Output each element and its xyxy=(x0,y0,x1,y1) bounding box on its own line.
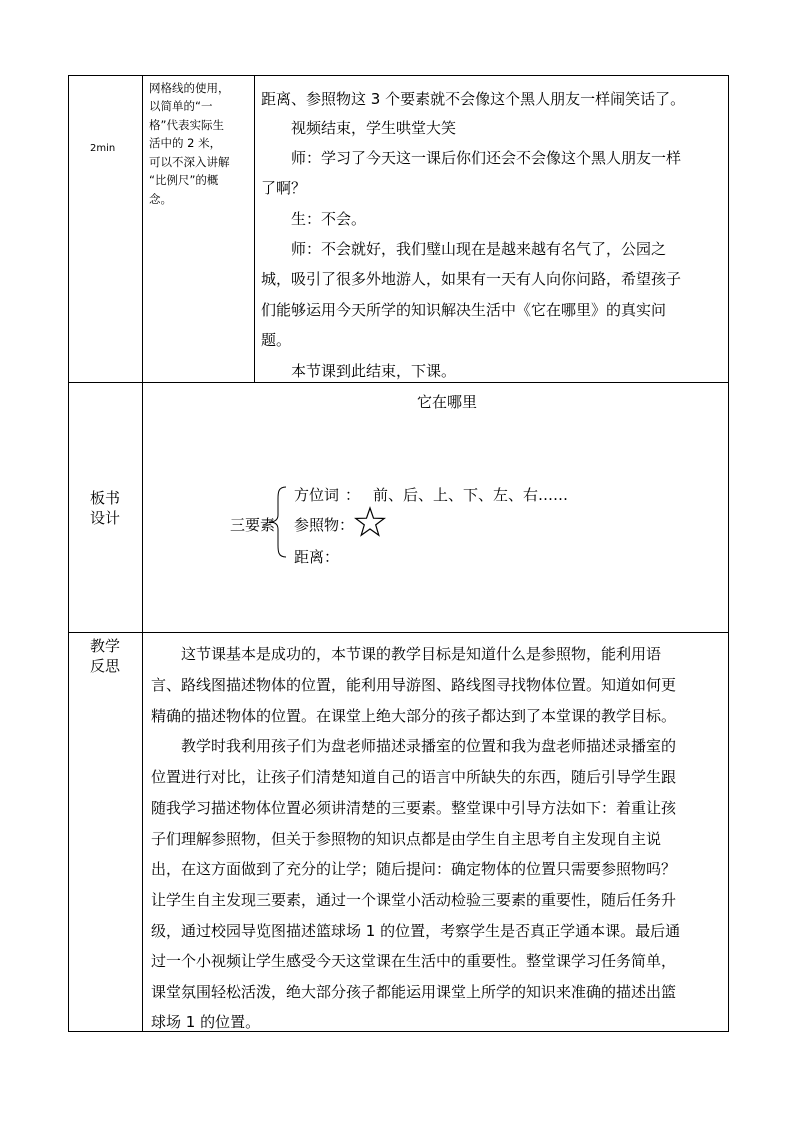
reflection-line: 随我学习描述物体位置必须讲清楚的三要素。整堂课中引导方法如下：着重让孩 xyxy=(151,799,677,817)
reflection-line: 这节课基本是成功的，本节课的教学目标是知道什么是参照物，能利用语 xyxy=(181,645,662,663)
distance-label: 距离： xyxy=(294,548,340,566)
reflection-line: 精确的描述物体的位置。在课堂上绝大部分的孩子都达到了本堂课的教学目标。 xyxy=(151,707,677,725)
direction-words-label: 方位词 xyxy=(294,486,340,504)
row-divider-1 xyxy=(68,382,729,383)
col-divider-label xyxy=(142,75,143,1032)
reflection-line: 位置进行对比，让孩子们清楚知道自己的语言中所缺失的东西，随后引导学生跟 xyxy=(151,768,677,786)
reflection-line: 级，通过校园导览图描述篮球场 1 的位置，考察学生是否真正学通本课。最后通 xyxy=(151,922,681,940)
direction-words-value: 前、后、上、下、左、右…… xyxy=(373,486,569,504)
reflection-line: 言、路线图描述物体的位置，能利用导游图、路线图寻找物体位置。知道如何更 xyxy=(151,676,677,694)
dialogue-line: 师：不会就好，我们璧山现在是越来越有名气了，公园之 xyxy=(291,240,667,258)
reflection-line: 让学生自主发现三要素，通过一个课堂小活动检验三要素的重要性，随后任务升 xyxy=(151,891,677,909)
reflection-line: 过一个小视频让学生感受今天这堂课在生活中的重要性。整堂课学习任务简单， xyxy=(151,952,677,970)
note-line: 格”代表实际生 xyxy=(149,118,224,132)
note-line: “比例尺”的概 xyxy=(149,173,219,187)
note-line: 可以不深入讲解 xyxy=(149,155,230,169)
dialogue-line: 距离、参照物这 3 个要素就不会像这个黑人朋友一样闹笑话了。 xyxy=(261,90,686,108)
star-icon xyxy=(354,506,386,538)
reflection-line: 球场 1 的位置。 xyxy=(151,1013,261,1031)
board-title: 它在哪里 xyxy=(417,393,478,411)
row-divider-2 xyxy=(68,632,729,633)
reflection-label: 教学 反思 xyxy=(89,637,120,675)
time-cell: 2min xyxy=(90,143,116,154)
dialogue-line: 城，吸引了很多外地游人，如果有一天有人向你问路，希望孩子 xyxy=(261,270,682,288)
reference-object-label: 参照物： xyxy=(294,516,355,534)
dialogue-line: 了啊？ xyxy=(261,179,307,197)
dialogue-line: 生：不会。 xyxy=(291,210,367,228)
note-line: 念。 xyxy=(149,192,172,206)
reflection-line: 子们理解参照物，但关于参照物的知识点都是由学生自主思考自主发现自主说 xyxy=(151,830,662,848)
reflection-line: 出，在这方面做到了充分的让学；随后提问：确定物体的位置只需要参照物吗？ xyxy=(151,860,677,878)
dialogue-line: 题。 xyxy=(261,331,292,349)
col-divider-note xyxy=(254,75,255,382)
dialogue-line: 视频结束，学生哄堂大笑 xyxy=(291,119,457,137)
board-label: 板书 设计 xyxy=(89,489,120,527)
direction-words-colon: ： xyxy=(345,486,361,504)
reflection-line: 教学时我利用孩子们为盘老师描述录播室的位置和我为盘老师描述录播室的 xyxy=(181,737,677,755)
dialogue-line: 师：学习了今天这一课后你们还会不会像这个黑人朋友一样 xyxy=(291,149,682,167)
reflection-line: 课堂氛围轻松活泼，绝大部分孩子都能运用课堂上所学的知识来准确的描述出篮 xyxy=(151,983,677,1001)
dialogue-line: 们能够运用今天所学的知识解决生活中《它在哪里》的真实问 xyxy=(261,301,667,319)
note-line: 活中的 2 米， xyxy=(149,136,222,150)
three-elements-label: 三要素 xyxy=(230,516,276,534)
dialogue-line: 本节课到此结束，下课。 xyxy=(291,362,457,380)
note-line: 网格线的使用， xyxy=(149,81,230,95)
note-line: 以简单的“一 xyxy=(149,99,213,113)
brace-icon xyxy=(266,485,290,559)
